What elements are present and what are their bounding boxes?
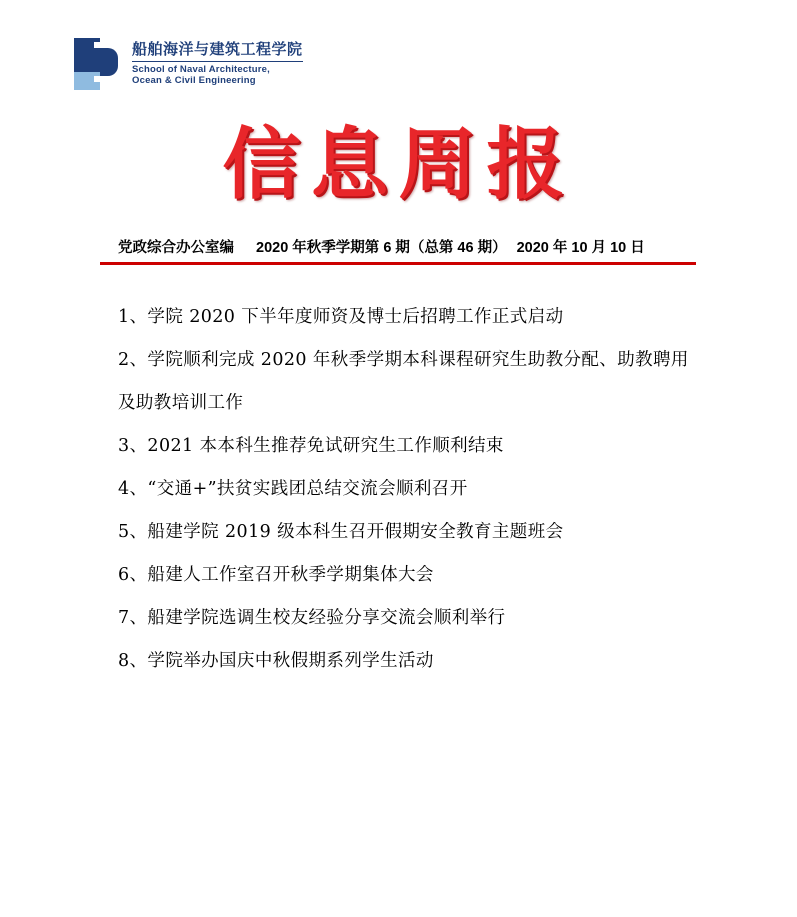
- issue-line: [118, 236, 696, 257]
- college-name-en-line1: School of Naval Architecture,: [132, 64, 270, 76]
- list-item: 5、船建学院 2019 级本科生召开假期安全教育主题班会: [118, 522, 564, 542]
- list-item: 2、学院顺利完成 2020 年秋季学期本科课程研究生助教分配、助教聘用及助教培训工作: [118, 350, 689, 413]
- logo-divider: [132, 61, 303, 62]
- issue-number: 2020 年秋季学期第 6 期（总第 46 期）: [256, 240, 507, 256]
- list-item: 4、“交通+”扶贫实践团总结交流会顺利召开: [118, 479, 468, 499]
- college-logo: [74, 38, 303, 90]
- issue-date: 2020 年 10 月 10 日: [516, 240, 645, 256]
- editor-label: 党政综合办公室编: [118, 240, 234, 256]
- list-item: 3、2021 本本科生推荐免试研究生工作顺利结束: [118, 436, 504, 456]
- page-title: 信息周报: [222, 120, 575, 210]
- college-logo-icon: [74, 38, 122, 90]
- list-item: 7、船建学院选调生校友经验分享交流会顺利举行: [118, 608, 506, 628]
- college-logo-text: [132, 41, 303, 87]
- list-item: 6、船建人工作室召开秋季学期集体大会: [118, 565, 434, 585]
- list-item: 8、学院举办国庆中秋假期系列学生活动: [118, 651, 434, 671]
- header-divider: [100, 262, 696, 265]
- college-name-cn: 船舶海洋与建筑工程学院: [132, 40, 303, 58]
- list-item: 1、学院 2020 下半年度师资及博士后招聘工作正式启动: [118, 307, 564, 327]
- contents-list: [118, 296, 694, 683]
- college-name-en-line2: Ocean & Civil Engineering: [132, 75, 256, 87]
